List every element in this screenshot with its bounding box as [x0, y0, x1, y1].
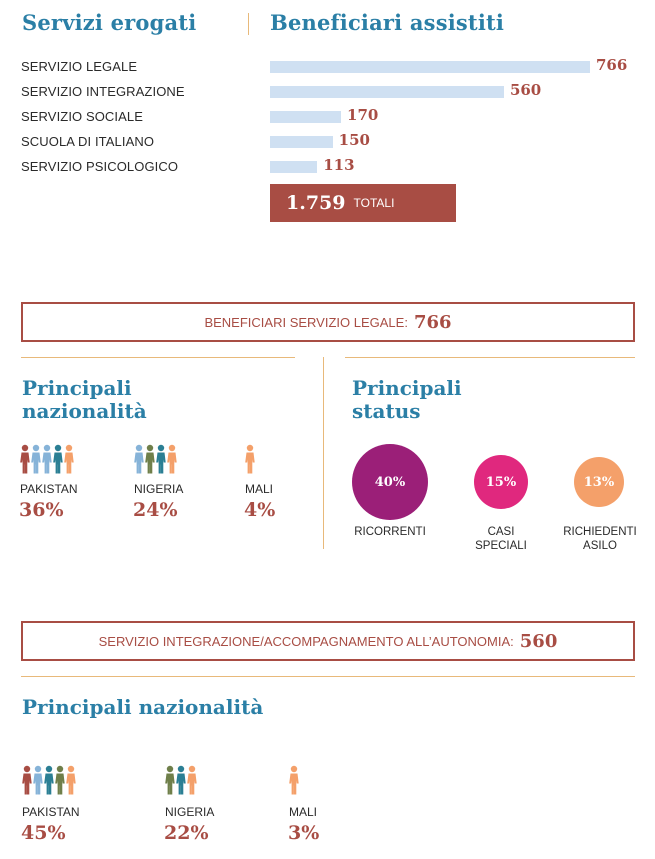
integration-service-banner	[21, 621, 635, 661]
int-nat-pct-1: 22%	[164, 822, 209, 844]
bar-value-label: 170	[347, 106, 379, 124]
status-label-1	[451, 525, 551, 553]
status-label-1-line2: SPECIALI	[475, 540, 527, 552]
person-icon	[44, 765, 54, 795]
person-icon	[42, 444, 52, 474]
person-icon	[64, 444, 74, 474]
int-people-icons-pakistan	[22, 765, 76, 795]
people-icons-pakistan	[20, 444, 74, 474]
people-icons-nigeria	[134, 444, 177, 474]
total-box	[270, 184, 456, 222]
bar-value-label: 113	[323, 156, 355, 174]
vertical-divider	[323, 357, 324, 549]
rule-right	[345, 357, 635, 358]
person-icon	[145, 444, 155, 474]
total-label: TOTALI	[353, 196, 395, 210]
person-icon	[167, 444, 177, 474]
int-nat-pct-0: 45%	[21, 822, 66, 844]
bar-category-label: SERVIZIO PSICOLOGICO	[21, 159, 179, 174]
bar	[270, 86, 504, 98]
bar	[270, 111, 341, 123]
bar-category-label: SERVIZIO INTEGRAZIONE	[21, 84, 185, 99]
legal-nat-pct-1: 24%	[133, 499, 178, 521]
legal-nat-label-2: MALI	[245, 482, 274, 496]
bar	[270, 161, 317, 173]
bar	[270, 136, 333, 148]
services-title: Servizi erogati	[22, 10, 197, 35]
person-icon	[22, 765, 32, 795]
status-label-2-line1: RICHIEDENTI	[563, 526, 637, 538]
status-title	[352, 377, 462, 423]
legal-nationalities-title	[22, 377, 147, 423]
status-label-1-line1: CASI	[487, 526, 515, 538]
status-circle-casi-speciali	[474, 455, 528, 509]
legal-service-banner	[21, 302, 635, 342]
integration-nationalities-title: Principali nazionalità	[22, 695, 264, 719]
status-circle-ricorrenti	[352, 444, 428, 520]
int-people-icons-nigeria	[165, 765, 197, 795]
integration-banner-value: 560	[519, 630, 558, 652]
legal-nat-label-0: PAKISTAN	[20, 482, 78, 496]
bar-value-label: 560	[509, 81, 542, 99]
legal-nationalities-title-line1: Principali	[22, 376, 132, 400]
status-circle-richiedenti-asilo	[574, 457, 624, 507]
int-nat-label-0: PAKISTAN	[22, 805, 80, 819]
status-label-2	[550, 525, 650, 553]
status-title-line2: status	[352, 399, 421, 423]
person-icon	[33, 765, 43, 795]
status-label-0-line1: RICORRENTI	[354, 526, 426, 538]
int-nat-pct-2: 3%	[288, 822, 320, 844]
status-label-0	[340, 525, 440, 539]
legal-banner-label: BENEFICIARI SERVIZIO LEGALE:	[204, 314, 408, 330]
person-icon	[156, 444, 166, 474]
legal-nat-label-1: NIGERIA	[134, 482, 184, 496]
total-value: 1.759	[286, 192, 346, 214]
person-icon	[187, 765, 197, 795]
bar-category-label: SCUOLA DI ITALIANO	[21, 134, 155, 149]
int-nat-label-2: MALI	[289, 805, 318, 819]
person-icon	[289, 765, 299, 795]
rule-integration	[21, 676, 635, 677]
beneficiaries-title: Beneficiari assistiti	[270, 10, 505, 35]
person-icon	[31, 444, 41, 474]
person-icon	[66, 765, 76, 795]
status-pct-0: 40%	[374, 474, 406, 490]
rule-left	[21, 357, 295, 358]
person-icon	[245, 444, 255, 474]
legal-nationalities-title-line2: nazionalità	[22, 399, 147, 423]
person-icon	[55, 765, 65, 795]
bar-category-label: SERVIZIO LEGALE	[21, 59, 138, 74]
status-pct-1: 15%	[485, 474, 517, 490]
bar	[270, 61, 590, 73]
status-label-2-line2: ASILO	[583, 540, 617, 552]
legal-banner-value: 766	[413, 311, 452, 333]
person-icon	[53, 444, 63, 474]
people-icons-mali	[245, 444, 255, 474]
bar-value-label: 766	[596, 56, 628, 74]
person-icon	[134, 444, 144, 474]
legal-nat-pct-2: 4%	[244, 499, 276, 521]
status-title-line1: Principali	[352, 376, 462, 400]
integration-banner-label: SERVIZIO INTEGRAZIONE/ACCOMPAGNAMENTO ALL’AUTONOMIA:	[98, 633, 514, 649]
int-people-icons-mali	[289, 765, 299, 795]
int-nat-label-1: NIGERIA	[165, 805, 215, 819]
bar-value-label: 150	[338, 131, 370, 149]
person-icon	[165, 765, 175, 795]
person-icon	[176, 765, 186, 795]
person-icon	[20, 444, 30, 474]
status-pct-2: 13%	[583, 474, 615, 490]
legal-nat-pct-0: 36%	[19, 499, 64, 521]
bar-category-label: SERVIZIO SOCIALE	[21, 109, 144, 124]
